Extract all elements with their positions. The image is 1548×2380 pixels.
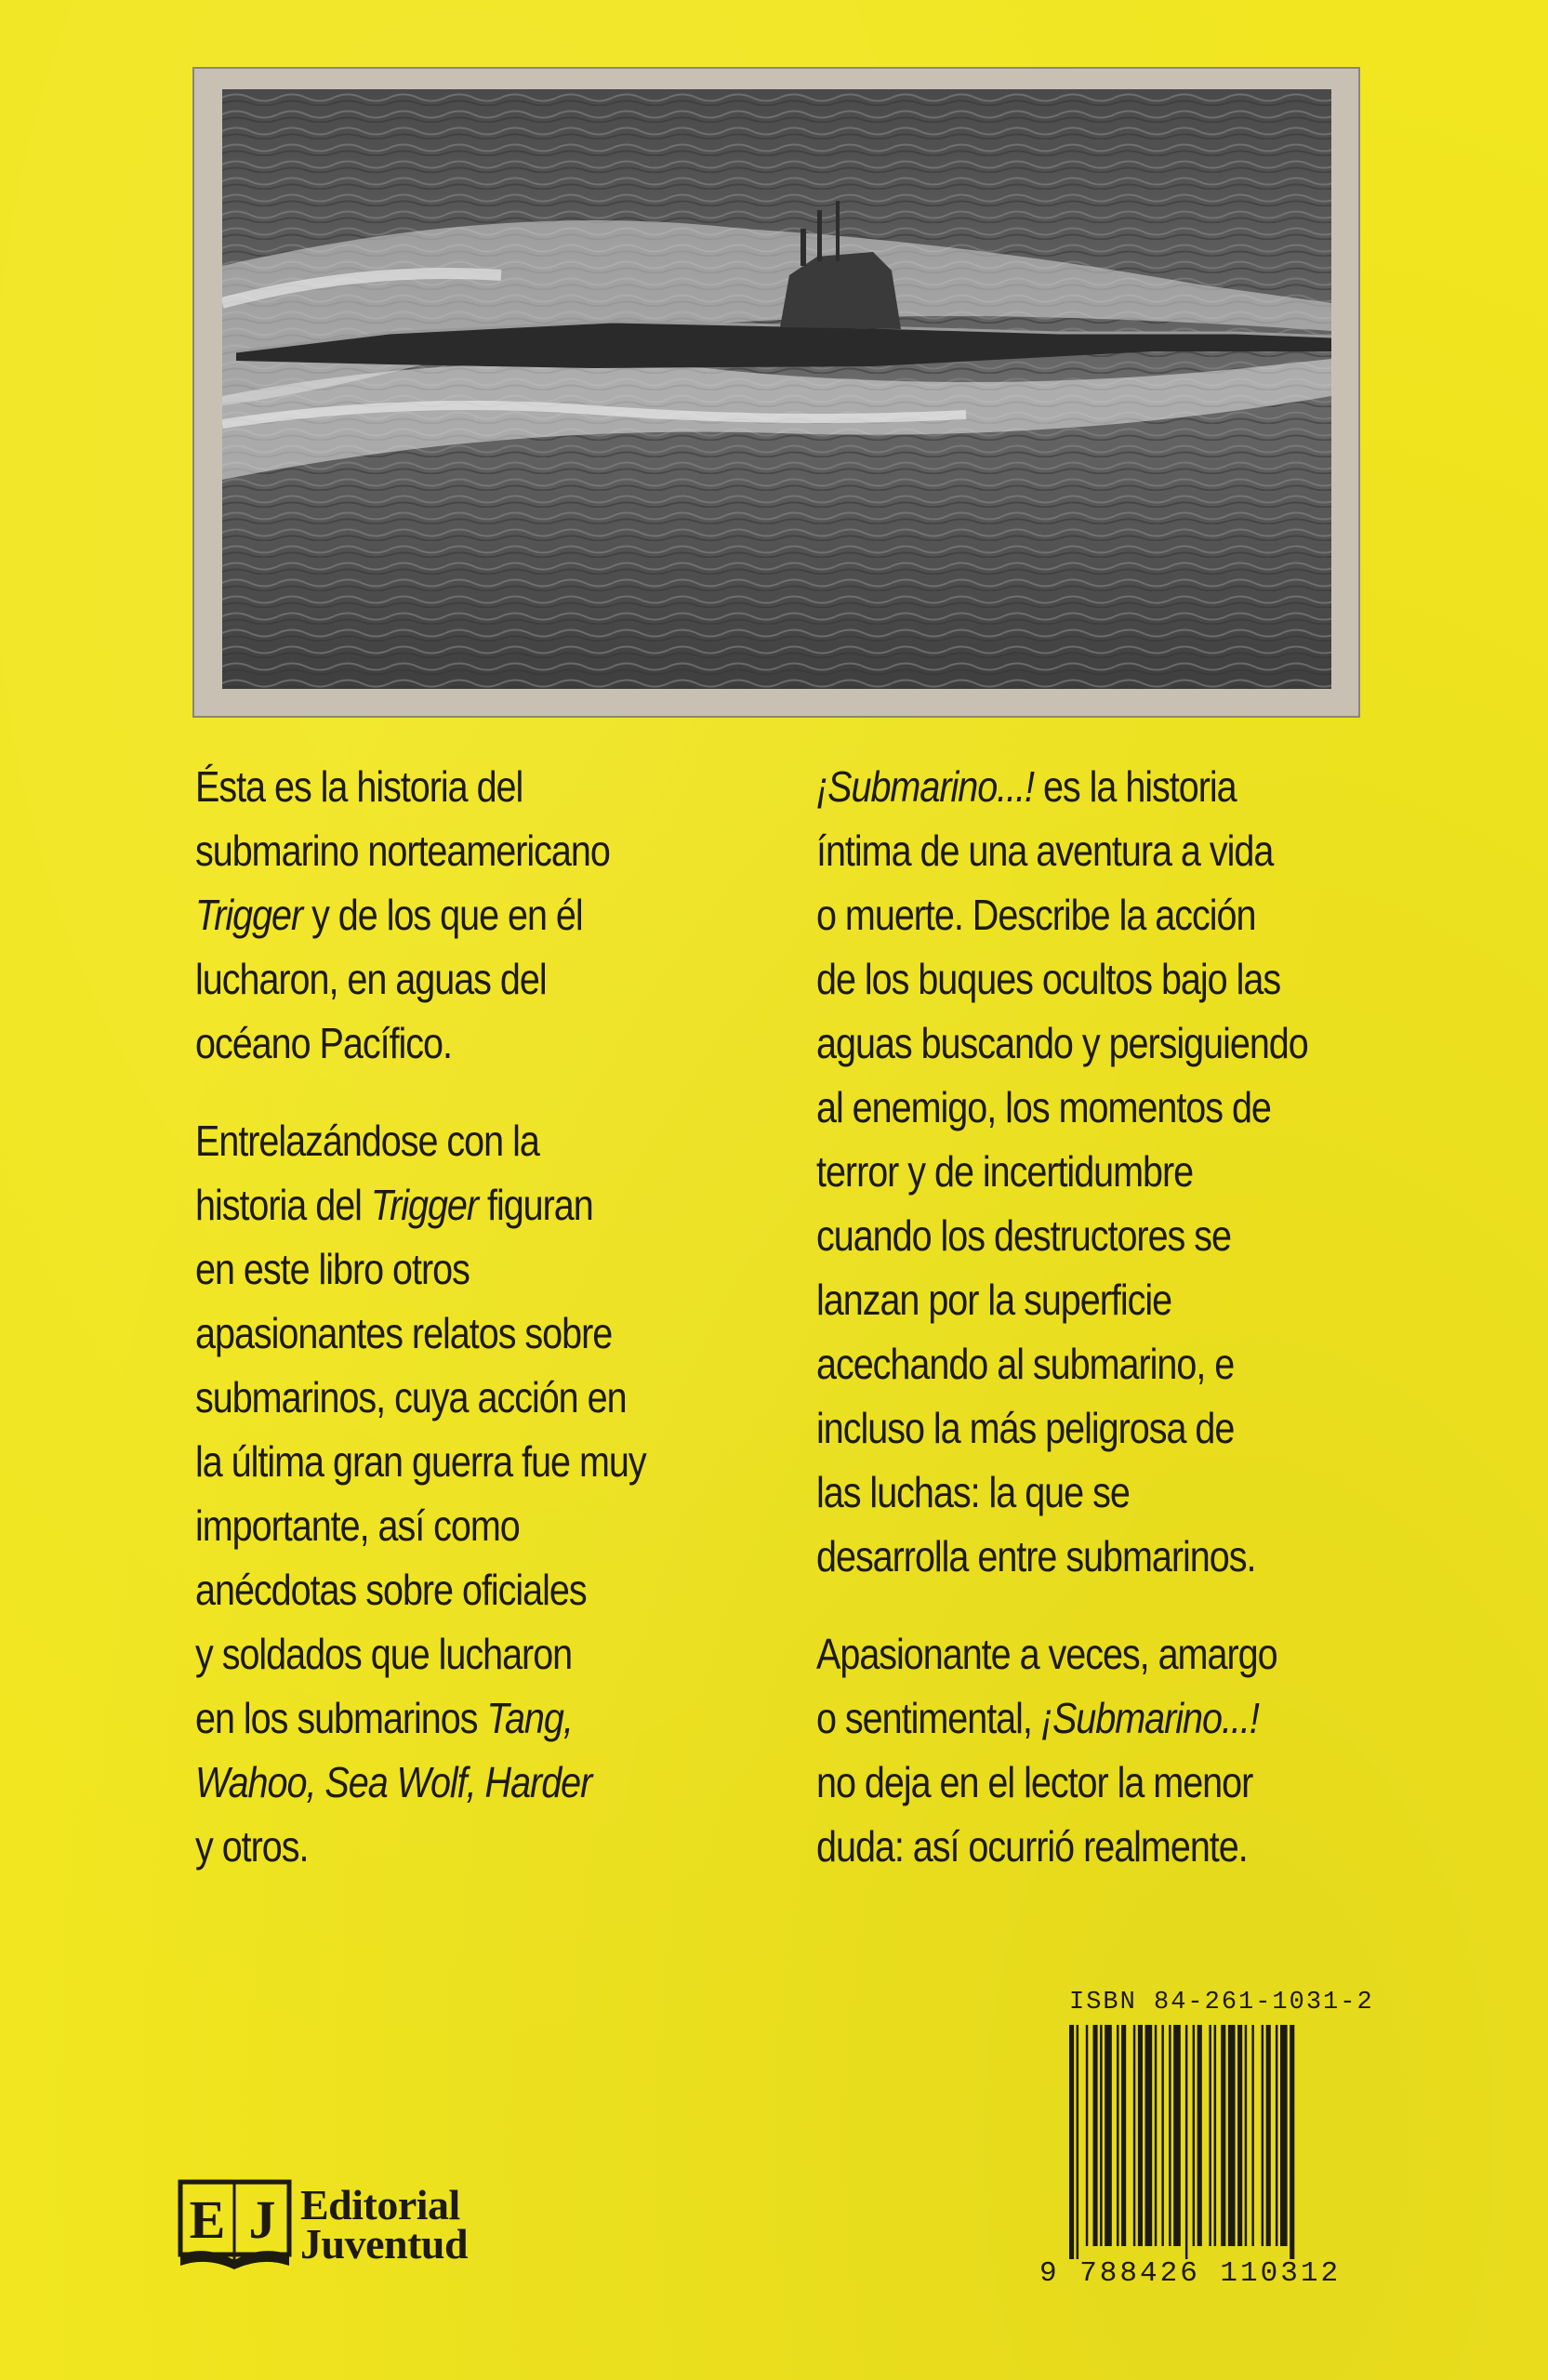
text: es la historia xyxy=(1034,762,1237,811)
submarine-photo-icon xyxy=(222,89,1331,689)
publisher-logo xyxy=(177,2174,468,2276)
text-line xyxy=(195,1751,691,1815)
text-line xyxy=(816,883,1312,947)
paragraph xyxy=(195,1109,772,1879)
text-line xyxy=(195,1815,691,1879)
text-line xyxy=(816,1268,1312,1332)
italic-text: Trigger xyxy=(195,891,303,939)
text: aguas buscando y persiguiendo xyxy=(816,1019,1308,1067)
text-line xyxy=(816,1076,1312,1140)
text-line xyxy=(816,1140,1312,1204)
text-line xyxy=(195,947,691,1012)
text-line xyxy=(195,1686,691,1751)
text-line xyxy=(195,883,691,947)
text: Ésta es la historia del xyxy=(195,762,523,811)
text: duda: así ocurrió realmente. xyxy=(816,1822,1248,1871)
text: Apasionante a veces, amargo xyxy=(816,1630,1277,1678)
text: importante, así como xyxy=(195,1501,520,1550)
text: las luchas: la que se xyxy=(816,1468,1130,1516)
text-line xyxy=(195,1494,691,1558)
text-line xyxy=(195,819,691,883)
text: o sentimental, xyxy=(816,1694,1041,1742)
text-line xyxy=(816,819,1312,883)
text: cuando los destructores se xyxy=(816,1211,1231,1260)
publisher-name-line1: Editorial xyxy=(300,2181,460,2228)
text-line xyxy=(195,755,691,819)
text-line xyxy=(195,1366,691,1430)
italic-text: Trigger xyxy=(370,1181,479,1229)
publisher-name xyxy=(300,2181,469,2268)
text-line xyxy=(816,1332,1312,1396)
submarine-photo xyxy=(222,89,1331,689)
text-line xyxy=(816,1396,1312,1461)
text-line xyxy=(195,1237,691,1302)
text-line xyxy=(816,1751,1312,1815)
text-line xyxy=(816,1461,1312,1525)
text: y de los que en él xyxy=(302,891,583,939)
text-line xyxy=(195,1012,691,1076)
text: acechando al submarino, e xyxy=(816,1340,1235,1388)
text-line xyxy=(195,1173,691,1237)
italic-text: ¡Submarino...! xyxy=(1040,1694,1259,1742)
text-line xyxy=(195,1558,691,1622)
right-text-column xyxy=(816,755,1393,1912)
left-text-column xyxy=(195,755,772,1912)
text-line xyxy=(195,1622,691,1686)
text: de los buques ocultos bajo las xyxy=(816,955,1281,1003)
text: lucharon, en aguas del xyxy=(195,955,547,1003)
text: submarinos, cuya acción en xyxy=(195,1373,627,1421)
publisher-name-line2: Juventud xyxy=(300,2220,469,2268)
text: océano Pacífico. xyxy=(195,1019,452,1067)
barcode-digits: 9 788426 110312 xyxy=(1039,2257,1342,2290)
barcode xyxy=(1067,2025,1365,2259)
text: incluso la más peligrosa de xyxy=(816,1404,1235,1452)
paragraph xyxy=(816,755,1393,1589)
italic-text: Wahoo, Sea Wolf, Harder xyxy=(195,1758,592,1806)
text: o muerte. Describe la acción xyxy=(816,891,1256,939)
text: íntima de una aventura a vida xyxy=(816,826,1274,875)
text: Entrelazándose con la xyxy=(195,1117,539,1165)
text-line xyxy=(195,1302,691,1366)
paragraph xyxy=(195,755,772,1076)
text: historia del xyxy=(195,1181,371,1229)
barcode-icon xyxy=(1067,2025,1365,2259)
text-line xyxy=(195,1430,691,1494)
text: submarino norteamericano xyxy=(195,826,610,875)
text: en los submarinos xyxy=(195,1694,487,1742)
text-line xyxy=(816,947,1312,1012)
text: anécdotas sobre oficiales xyxy=(195,1566,587,1614)
italic-text: ¡Submarino...! xyxy=(816,762,1035,811)
text: desarrolla entre submarinos. xyxy=(816,1532,1256,1580)
logo-letter-j: J xyxy=(248,2189,276,2250)
text-line xyxy=(816,1525,1312,1589)
text-line xyxy=(816,755,1312,819)
text: en este libro otros xyxy=(195,1245,470,1293)
paragraph xyxy=(816,1622,1393,1879)
italic-text: Tang, xyxy=(486,1694,573,1742)
text: la última gran guerra fue muy xyxy=(195,1437,646,1486)
text-line xyxy=(816,1815,1312,1879)
text: apasionantes relatos sobre xyxy=(195,1309,613,1357)
text: y otros. xyxy=(195,1822,309,1871)
isbn-label: ISBN 84-261-1031-2 xyxy=(1069,1989,1374,2016)
text: lanzan por la superficie xyxy=(816,1276,1172,1324)
text-line xyxy=(816,1204,1312,1268)
text-line xyxy=(816,1012,1312,1076)
text: y soldados que lucharon xyxy=(195,1630,573,1678)
text: al enemigo, los momentos de xyxy=(816,1083,1271,1131)
text: figuran xyxy=(478,1181,593,1229)
text-line xyxy=(816,1686,1312,1751)
text: terror y de incertidumbre xyxy=(816,1147,1194,1196)
logo-letter-e: E xyxy=(189,2189,226,2250)
text-line xyxy=(816,1622,1312,1686)
photo-frame xyxy=(192,67,1360,718)
text: no deja en el lector la menor xyxy=(816,1758,1253,1806)
open-book-logo-icon xyxy=(177,2178,293,2271)
text-line xyxy=(195,1109,691,1173)
